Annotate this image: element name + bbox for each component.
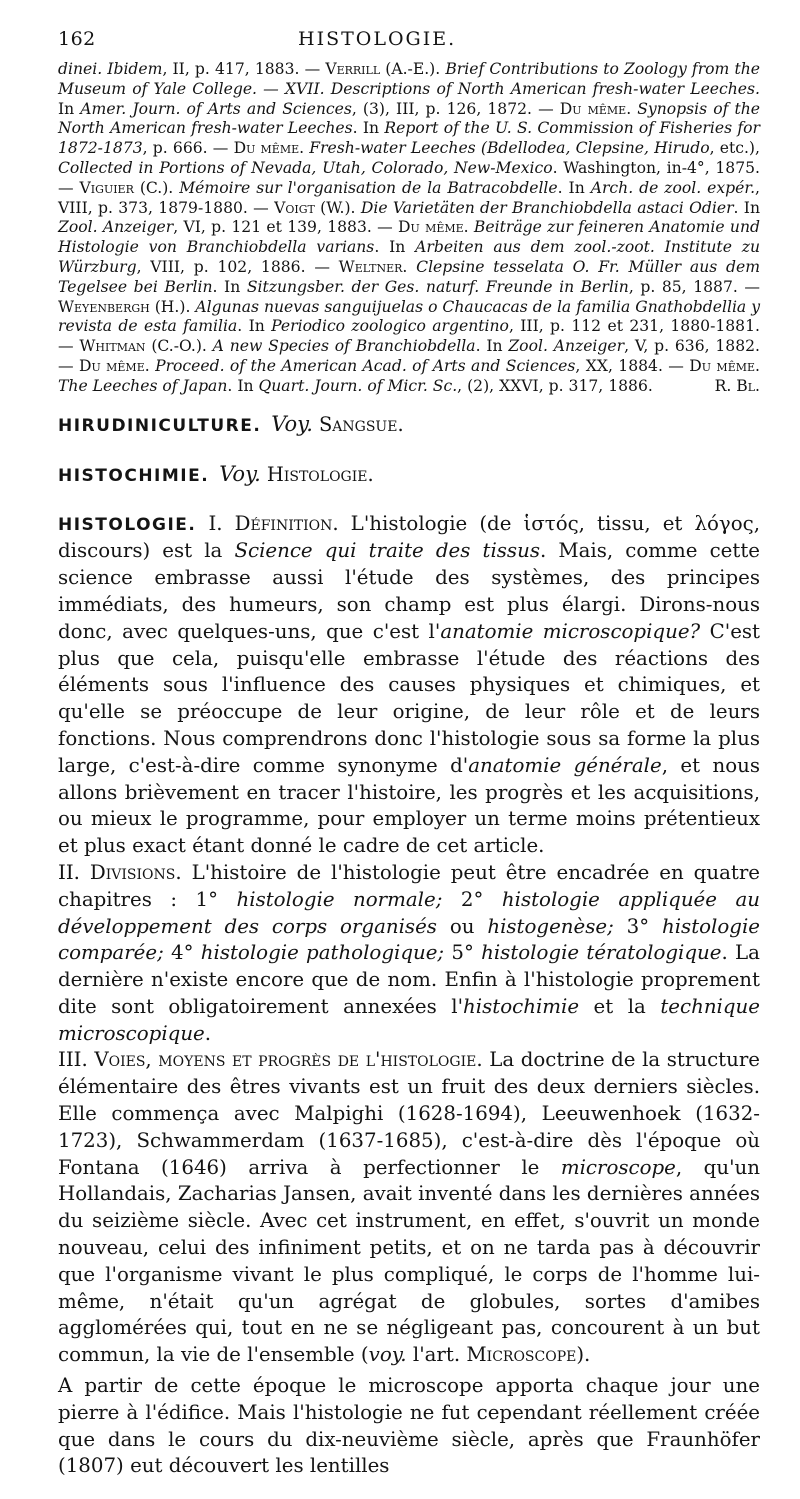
paragraph-text: [58, 512, 760, 858]
italic-run: Synopsis of the North American fresh-water Leeches: [58, 99, 760, 138]
italic-run: Science qui traite des tissus: [234, 539, 540, 563]
italic-run: histologie normale;: [236, 887, 443, 911]
text-run: . In: [352, 119, 385, 138]
italic-run: Algunas nuevas sanguijuelas o Chaucacas de la familia Gnathobdellia y revista de esta familia: [58, 297, 761, 336]
article-paragraph-epoque: [58, 1373, 760, 1480]
text-run: l'art.: [406, 1343, 467, 1367]
italic-run: Brief Contributions to Zoology from the Museum of Yale College. — XVII. Descriptions of North American fresh-water Leeches.: [58, 60, 760, 98]
italic-run: Proceed. of the American Acad. of Arts and Sciences: [155, 356, 576, 375]
entry-cross-reference: Sangsue.: [318, 412, 404, 436]
text-run: (H.).: [149, 297, 196, 316]
text-run: .: [299, 139, 310, 158]
italic-run: histologie appliquée au développement des corps organisés: [58, 887, 761, 938]
article-paragraph-definition: [58, 511, 760, 860]
text-run: . L'histoire de l'histologie peut être encadrée en quatre chapitres : 1°: [58, 860, 760, 911]
text-run: (C.).: [133, 178, 180, 197]
entry-cross-reference: Histologie.: [266, 462, 374, 486]
running-title: HISTOLOGIE.: [298, 28, 457, 50]
article-headword: HISTOLOGIE.: [58, 514, 197, 535]
small-caps-run: Weyenbergh: [58, 297, 150, 316]
italic-run: The Leeches of Japan: [58, 376, 228, 395]
italic-run: Periodico zoologico argentino: [271, 317, 509, 336]
italic-run: histochimie: [463, 994, 580, 1018]
italic-run: dinei. Ibidem: [58, 60, 163, 78]
text-run: 2°: [442, 887, 502, 911]
text-run: 4°: [163, 941, 201, 965]
small-caps-run: Du même: [559, 99, 627, 118]
paragraph-text: [58, 1374, 760, 1477]
italic-run: Zool. Anzeiger: [508, 337, 625, 356]
paragraph-text: [58, 861, 760, 1045]
author-signature: R. Bl.: [714, 376, 760, 395]
italic-run: Report of the U. S. Commission of Fisheries for 1872-1873: [58, 119, 761, 158]
small-caps-run: Verrill: [325, 60, 381, 78]
text-run: , p. 85, 1887. —: [628, 277, 760, 296]
small-caps-run: Définition: [234, 511, 333, 535]
italic-run: Amer. Journ. of Arts and Sciences: [80, 99, 352, 118]
italic-run: anatomie générale: [468, 753, 662, 777]
italic-run: Sitzungsber. der Ges. naturf. Freunde in Berlin: [246, 277, 629, 296]
page-number: 162: [58, 28, 96, 50]
text-run: ou: [436, 914, 488, 938]
text-run: . In: [374, 238, 416, 257]
small-caps-run: Du même: [233, 139, 300, 158]
text-run: , VI, p. 121 et 139, 1883. —: [173, 218, 399, 237]
italic-run: technique microscopique: [58, 994, 760, 1045]
article-paragraph-voies: [58, 1047, 760, 1369]
italic-run: histologie tératologique: [481, 941, 722, 965]
text-run: , XX, 1884. —: [575, 356, 690, 375]
paragraph-text: [58, 1048, 760, 1366]
small-caps-run: Du même: [689, 356, 756, 375]
text-run: A partir de cette époque le microscope apporta chaque jour une pierre à l'édifice. Mais l'histologie ne fut cependant réellement créée que dans le cours du dix-neuvième siècle, après que Fraunhöfer (1807) eut découvert les lentilles: [58, 1374, 760, 1478]
text-run: 5°: [444, 941, 482, 965]
article-paragraph-divisions: [58, 860, 760, 1048]
text-run: . In: [212, 277, 247, 296]
text-run: , II, p. 417, 1883. —: [162, 60, 326, 78]
text-run: . In: [475, 337, 509, 356]
small-caps-run: Weltner: [338, 257, 403, 276]
text-run: (W.).: [314, 198, 361, 217]
text-run: (C.-O.).: [145, 337, 213, 356]
text-run: .: [402, 257, 417, 276]
text-run: . Washington, in-4°, 1875. —: [58, 158, 761, 197]
text-run: , (2), XXVI, p. 317, 1886.: [457, 376, 653, 395]
text-run: .: [755, 356, 760, 375]
text-run: , (3), III, p. 126, 1872. —: [351, 99, 560, 118]
text-run: . La doctrine de la structure élémentaire des êtres vivants est un fruit des deux derniers siècles. Elle commença avec Malpighi (1628-1694), Leeuwenhoek (1632-1723), Schwammerdam (1637-1685), c'est-à-dire dès l'époque où Fontana (1646) arriva à perfectionner le: [58, 1048, 761, 1179]
running-header: [58, 28, 760, 50]
text-run: , et nous allons brièvement en tracer l'histoire, les progrès et les acquisitions, ou mieux le programme, pour employer un terme moins prétentieux et plus exact étant donné le cadre de cet article.: [58, 753, 760, 858]
italic-run: Die Varietäten der Branchiobdella astaci Odier: [360, 198, 734, 217]
bibliography-text: [58, 60, 760, 395]
small-caps-run: Whitman: [79, 337, 146, 356]
text-run: . Mais, comme cette science embrasse aussi l'étude des systèmes, des principes immédiats, des humeurs, son champ est plus élargi. Dirons-nous donc, avec quelques-uns, que c'est l': [58, 539, 760, 643]
italic-run: A new Species of Branchiobdella: [212, 337, 476, 356]
text-run: C'est plus que cela, puisqu'elle embrasse l'étude des réactions des éléments sous l'influence des causes physiques et chimiques, et qu'elle se préoccupe de leur origine, de leur rôle et de leurs fonctions. Nous comprendrons donc l'histologie sous sa forme la plus large, c'est-à-dire comme synonyme d': [58, 619, 760, 777]
italic-run: Fresh-water Leeches (Bdellodea, Clepsine, Hirudo: [309, 139, 710, 158]
text-run: .: [204, 1021, 212, 1045]
text-run: . La dernière n'existe encore que de nom. Enfin à l'histologie proprement dite sont obligatoirement annexées l': [58, 941, 760, 1018]
text-run: . In: [237, 317, 272, 336]
entry-headword: HIRUDINICULTURE.: [58, 415, 262, 436]
text-run: , VIII, p. 102, 1886. —: [136, 257, 339, 276]
text-run: , III, p. 112 et 231, 1880-1881. —: [58, 317, 760, 356]
small-caps-run: Voies, moyens et progrès de l'histologie: [94, 1048, 477, 1072]
text-run: , V, p. 636, 1882. —: [58, 337, 761, 375]
small-caps-run: Du même: [78, 356, 145, 375]
text-run: .: [463, 218, 474, 237]
text-run: 3°: [613, 914, 662, 938]
small-caps-run: Divisions: [89, 860, 176, 884]
text-run: , p. 666. —: [142, 139, 234, 158]
entry-headword: HISTOCHIMIE.: [58, 465, 210, 486]
text-run: , VIII, p. 373, 1879-1880. —: [58, 178, 761, 217]
italic-run: histologie comparée;: [58, 914, 760, 965]
italic-run: histologie pathologique;: [200, 941, 445, 965]
text-run: I.: [196, 511, 235, 535]
text-run: , etc.),: [709, 139, 760, 158]
italic-run: Zool. Anzeiger: [58, 218, 174, 237]
text-run: In: [58, 99, 81, 118]
text-run: . L'histologie (de ἱστός, tissu, et λόγος, discours) est la: [58, 511, 760, 563]
entry-voy: Voy.: [271, 411, 313, 436]
text-run: . In: [227, 376, 259, 395]
text-run: . In: [733, 198, 760, 217]
text-run: .: [144, 356, 156, 375]
text-run: II.: [58, 860, 90, 884]
italic-run: voy.: [368, 1343, 407, 1367]
small-caps-run: Viguier: [79, 178, 134, 197]
italic-run: Clepsine tesselata O. Fr. Müller aus dem Tegelsee bei Berlin: [58, 257, 760, 296]
small-caps-run: Voigt: [274, 198, 315, 217]
italic-run: Mémoire sur l'organisation de la Batracobdelle: [179, 178, 558, 197]
text-run: (A.-E.).: [380, 60, 446, 78]
italic-run: Arch. de zool. expér.: [590, 178, 756, 197]
italic-run: Collected in Portions of Nevada, Utah, Colorado, New-Mexico: [58, 158, 553, 177]
italic-run: Arbeiten aus dem zool.-zoot. Institute zu Würzburg: [58, 238, 761, 276]
italic-run: anatomie microscopique?: [440, 619, 701, 643]
text-run: . In: [557, 178, 591, 197]
text-run: ).: [576, 1343, 591, 1367]
small-caps-run: Du même: [398, 218, 464, 237]
italic-run: Beiträge zur feineren Anatomie und Histologie von Branchiobdella varians: [58, 218, 760, 257]
text-run: , qu'un Hollandais, Zacharias Jansen, avait inventé dans les dernières années du seizième siècle. Avec cet instrument, en effet, s'ouvrit un monde nouveau, celui des infiniment petits, et on ne tarda pas à découvrir que l'organisme vivant le plus compliqué, le corps de l'homme lui-même, n'était qu'un agrégat de globules, sortes d'amibes agglomérées qui, tout en ne se négligeant pas, concourent à un but commun, la vie de l'ensemble (: [58, 1155, 760, 1367]
italic-run: microscope: [560, 1155, 676, 1179]
entry-hirudiniculture: [58, 411, 760, 439]
entry-histochimie: [58, 461, 760, 489]
bibliography-block: [58, 60, 760, 397]
italic-run: Quart. Journ. of Micr. Sc.: [258, 376, 458, 395]
small-caps-run: Microscope: [466, 1343, 577, 1367]
text-run: et la: [579, 994, 661, 1018]
text-run: III.: [58, 1048, 95, 1072]
text-run: .: [626, 99, 638, 118]
italic-run: histogenèse;: [487, 914, 614, 938]
entry-voy: Voy.: [219, 461, 261, 486]
